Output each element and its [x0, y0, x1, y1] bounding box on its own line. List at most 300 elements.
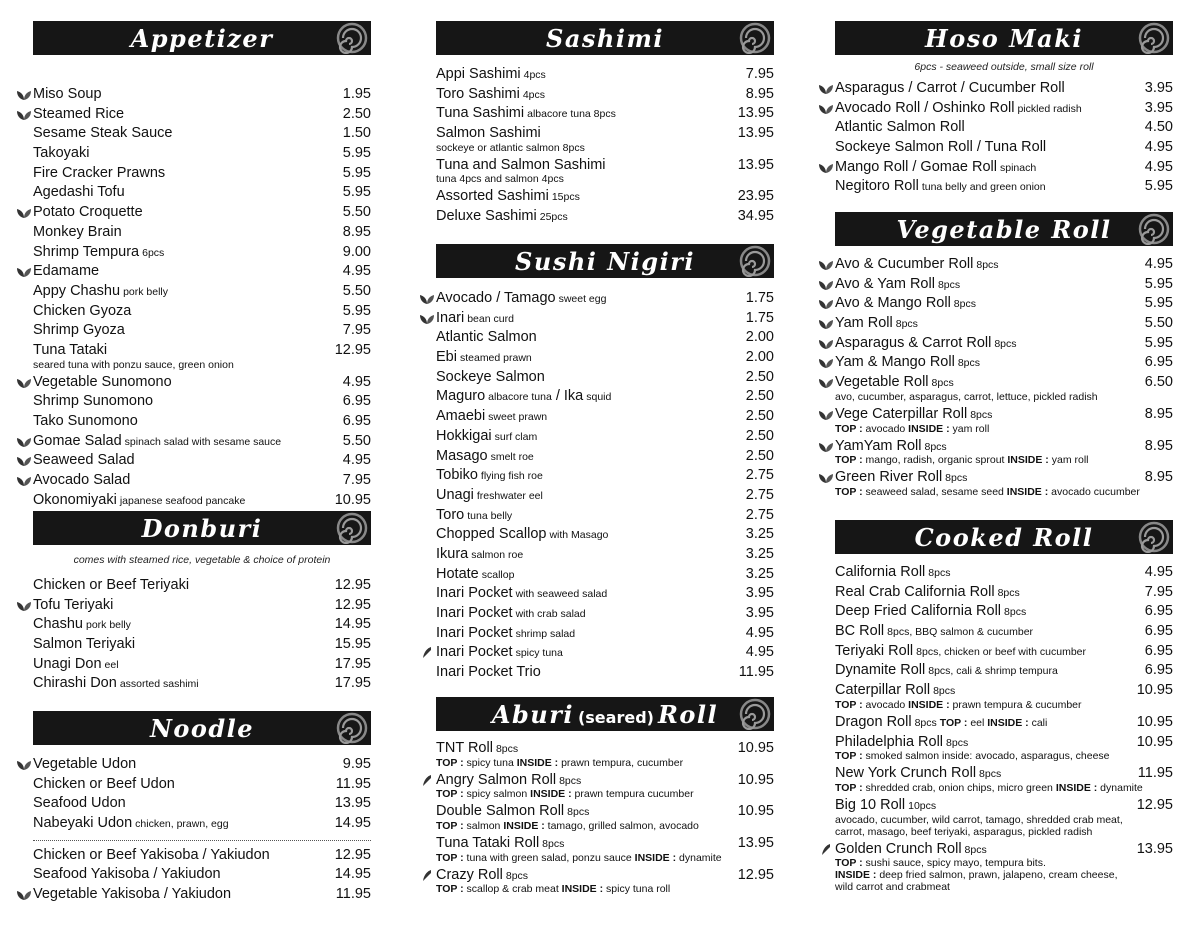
- hoso-note: 6pcs - seaweed outside, small size roll: [914, 61, 1094, 73]
- menu-item-desc: albacore tuna 8pcs: [527, 108, 616, 121]
- menu-item-name: Angry Salmon Roll 8pcs: [436, 771, 582, 788]
- donburi-list: [33, 576, 371, 694]
- vegetarian-leaf-icon: [818, 472, 834, 484]
- menu-item: [33, 814, 371, 834]
- column-1: [33, 0, 371, 903]
- menu-item-row: [835, 158, 1173, 178]
- menu-item-price: 6.95: [1144, 642, 1173, 659]
- menu-item: [436, 866, 774, 896]
- menu-item: [33, 775, 371, 795]
- menu-item: [436, 156, 774, 186]
- menu-item-name: YamYam Roll 8pcs: [835, 437, 947, 454]
- vegetarian-leaf-icon: [818, 103, 834, 115]
- menu-item-desc: spicy tuna: [515, 647, 563, 660]
- menu-item-row: [436, 407, 774, 427]
- menu-item-name: Vegetable Roll 8pcs: [835, 374, 954, 391]
- menu-item: [33, 105, 371, 125]
- menu-item: [835, 314, 1173, 334]
- vegetarian-leaf-icon: [818, 259, 834, 271]
- vegetarian-leaf-icon: [16, 600, 32, 612]
- menu-item-name: Vegetable Sunomono: [33, 373, 172, 390]
- menu-item-price: 3.25: [745, 545, 774, 562]
- section-title: Sushi Nigiri: [515, 246, 695, 276]
- menu-item-desc: pork belly: [85, 619, 131, 632]
- spicy-chili-icon: [421, 646, 433, 660]
- item-subtext: avo, cucumber, asparagus, carrot, lettuce, pickled radish: [835, 390, 1098, 403]
- menu-item-row: [835, 563, 1173, 583]
- menu-item-desc: 8pcs: [957, 357, 980, 370]
- menu-item-row: [33, 655, 371, 675]
- menu-item: [835, 583, 1173, 603]
- menu-item-name: Double Salmon Roll 8pcs: [436, 803, 590, 820]
- label-keyword: INSIDE :: [500, 820, 548, 833]
- menu-item-row: [835, 118, 1173, 138]
- vegetarian-leaf-icon: [818, 162, 834, 174]
- menu-item-price: 8.95: [342, 223, 371, 240]
- menu-item-name: Seafood Yakisoba / Yakiudon: [33, 866, 221, 883]
- menu-item-desc: salmon roe: [471, 548, 524, 561]
- menu-item-name: Tobiko flying fish roe: [436, 467, 543, 484]
- menu-item-row: [436, 466, 774, 486]
- menu-item-name: Yam Roll 8pcs: [835, 315, 918, 332]
- vegroll-list: [835, 255, 1173, 498]
- menu-item-row: [33, 814, 371, 834]
- menu-item-desc: tuna belly: [467, 509, 513, 522]
- item-subtext: TOP : spicy salmon INSIDE : prawn tempura cucumber: [436, 788, 694, 801]
- cooked-list: [835, 563, 1173, 893]
- menu-item-row: [33, 491, 371, 511]
- noodle-list-2: [33, 846, 371, 905]
- menu-item-row: [436, 506, 774, 526]
- menu-item-desc: shrimp salad: [515, 627, 576, 640]
- menu-item: [436, 624, 774, 644]
- menu-item: [835, 79, 1173, 99]
- menu-item-price: 3.95: [745, 605, 774, 621]
- menu-item: [33, 794, 371, 814]
- menu-item-name: Avocado / Tamago sweet egg: [436, 290, 607, 306]
- noodle-divider: [33, 840, 371, 841]
- menu-item-name: New York Crunch Roll 8pcs: [835, 765, 1002, 782]
- menu-item-row: [33, 596, 371, 616]
- menu-item-name: Salmon Sashimi: [436, 125, 541, 142]
- vegetarian-leaf-icon: [16, 266, 32, 278]
- menu-item-price: 8.95: [1144, 405, 1173, 422]
- menu-item-price: 4.95: [342, 373, 371, 390]
- label-keyword: TOP :: [436, 788, 467, 801]
- vegetarian-leaf-icon: [419, 313, 435, 325]
- menu-item-desc: 8pcs: [937, 278, 961, 291]
- menu-item-price: 3.95: [745, 585, 774, 602]
- menu-item: [33, 392, 371, 412]
- menu-item: [33, 655, 371, 675]
- menu-item-desc: sweet egg: [558, 293, 607, 305]
- menu-item: [33, 491, 371, 511]
- menu-item-price: 6.50: [1144, 374, 1173, 391]
- menu-item-row: [436, 65, 774, 85]
- label-keyword: INSIDE :: [631, 851, 680, 864]
- menu-item: [33, 596, 371, 616]
- vegetarian-leaf-icon: [16, 377, 32, 389]
- menu-item-price: 10.95: [737, 803, 774, 820]
- menu-item-desc: 8pcs: [931, 377, 954, 390]
- menu-item-desc: 8pcs: [928, 567, 951, 579]
- appetizer-list: [33, 85, 371, 510]
- menu-item-row: [835, 99, 1173, 119]
- menu-item-row: [436, 525, 774, 545]
- menu-item-price: 6.95: [1144, 662, 1173, 679]
- menu-item-row: [33, 392, 371, 412]
- menu-item: [835, 681, 1173, 711]
- menu-item-row: [835, 138, 1173, 158]
- menu-item-desc: 6pcs: [142, 246, 165, 259]
- menu-item-row: [33, 615, 371, 635]
- menu-item: [835, 177, 1173, 197]
- menu-item: [33, 183, 371, 203]
- menu-item-price: 4.95: [1144, 564, 1173, 580]
- aburi-title-mid: (seared): [577, 707, 654, 727]
- menu-item-row: [33, 124, 371, 144]
- menu-item-name: Chashu pork belly: [33, 616, 131, 633]
- menu-item-row: [33, 635, 371, 655]
- menu-item-price: 13.95: [737, 156, 774, 173]
- menu-item-name: Agedashi Tofu: [33, 184, 125, 201]
- label-keyword: TOP :: [835, 857, 866, 870]
- menu-item: [33, 262, 371, 282]
- section-title: Hoso Maki: [925, 23, 1083, 53]
- menu-item-name: Asparagus & Carrot Roll 8pcs: [835, 334, 1017, 351]
- menu-item-price: 2.50: [745, 368, 774, 385]
- menu-item-price: 2.75: [745, 486, 774, 503]
- menu-item: [835, 275, 1173, 295]
- menu-item: [33, 865, 371, 885]
- menu-item-name: Avo & Cucumber Roll 8pcs: [835, 256, 999, 272]
- menu-item: [33, 341, 371, 371]
- menu-item-inline-detail: TOP : eel INSIDE : cali: [939, 716, 1048, 729]
- nigiri-header: [436, 244, 774, 278]
- menu-item-price: 2.50: [745, 388, 774, 405]
- menu-item-name: Ebi steamed prawn: [436, 349, 532, 366]
- menu-item-row: [436, 328, 774, 348]
- vegetarian-leaf-icon: [818, 409, 834, 421]
- menu-item: [33, 635, 371, 655]
- menu-item-name: Assorted Sashimi 15pcs: [436, 188, 580, 205]
- menu-item-name: Deep Fried California Roll 8pcs: [835, 603, 1027, 620]
- section-title: Appetizer: [130, 23, 274, 53]
- menu-item: [436, 604, 774, 624]
- section-title: Donburi: [141, 513, 263, 543]
- menu-item-desc: eel: [104, 658, 119, 671]
- menu-item-desc: japanese seafood pancake: [119, 494, 246, 507]
- label-keyword: INSIDE :: [1004, 454, 1052, 467]
- menu-item: [436, 834, 774, 864]
- menu-item-name: Teriyaki Roll 8pcs, chicken or beef with cucumber: [835, 642, 1087, 659]
- menu-item-name: Toro Sashimi 4pcs: [436, 85, 545, 102]
- menu-item-price: 5.95: [342, 164, 371, 181]
- menu-item-price: 6.95: [1144, 623, 1173, 640]
- menu-item-row: [436, 624, 774, 644]
- menu-item: [33, 85, 371, 105]
- menu-item-desc: 8pcs: [505, 869, 529, 882]
- menu-item-price: 2.00: [745, 329, 774, 346]
- menu-item-price: 1.50: [342, 125, 371, 142]
- menu-item-price: 6.95: [1144, 603, 1173, 620]
- menu-item-price: 10.95: [1136, 682, 1173, 699]
- menu-item-price: 8.95: [745, 85, 774, 102]
- menu-item-name: Inari bean curd: [436, 309, 514, 326]
- menu-item: [436, 486, 774, 506]
- cooked-header: [835, 520, 1173, 554]
- menu-item-price: 8.95: [1144, 437, 1173, 454]
- menu-item-desc: 8pcs: [924, 440, 947, 453]
- menu-item-name: Inari Pocket with crab salad: [436, 605, 586, 621]
- menu-item: [835, 602, 1173, 622]
- menu-item-name: Amaebi sweet prawn: [436, 408, 548, 425]
- label-keyword: INSIDE :: [558, 883, 607, 896]
- menu-item: [436, 124, 774, 154]
- label-keyword: TOP :: [436, 756, 467, 769]
- item-subtext: TOP : seaweed salad, sesame seed INSIDE : avocado cucumber: [835, 485, 1140, 498]
- menu-item: [835, 437, 1173, 467]
- swirl-logo-icon: [738, 22, 772, 54]
- menu-item-name: Shrimp Tempura 6pcs: [33, 243, 165, 260]
- menu-item-price: 15.95: [334, 636, 371, 653]
- menu-item: [835, 138, 1173, 158]
- menu-item-row: [33, 223, 371, 243]
- sashimi-header: [436, 21, 774, 55]
- menu-item-name: Chicken or Beef Udon: [33, 775, 175, 792]
- menu-item-desc: 8pcs: [559, 774, 582, 787]
- menu-item: [835, 661, 1173, 681]
- menu-item: [835, 796, 1173, 838]
- item-subtext: TOP : shredded crab, onion chips, micro green INSIDE : dynamite: [835, 781, 1143, 794]
- menu-item: [33, 223, 371, 243]
- item-subtext: TOP : salmon INSIDE : tamago, grilled salmon, avocado: [436, 820, 699, 833]
- menu-item-row: [436, 348, 774, 368]
- menu-item-row: [436, 289, 774, 309]
- menu-item-desc: with Masago: [549, 529, 609, 542]
- menu-item-row: [436, 309, 774, 329]
- menu-item-name: Chicken or Beef Yakisoba / Yakiudon: [33, 846, 270, 863]
- section-title: Cooked Roll: [914, 522, 1094, 552]
- vegetarian-leaf-icon: [419, 293, 435, 305]
- label-keyword: TOP :: [436, 820, 467, 833]
- menu-item-desc: 8pcs: [495, 743, 519, 755]
- menu-item: [436, 207, 774, 227]
- menu-item-name: Appi Sashimi 4pcs: [436, 66, 546, 82]
- menu-item-price: 14.95: [334, 616, 371, 633]
- menu-item-name: Toro tuna belly: [436, 506, 513, 523]
- swirl-logo-icon: [335, 512, 369, 544]
- menu-item-name: TNT Roll 8pcs: [436, 740, 519, 756]
- menu-item-name: Inari Pocket with seaweed salad: [436, 585, 608, 602]
- menu-item-name: Fire Cracker Prawns: [33, 164, 166, 181]
- menu-item-row: [436, 565, 774, 585]
- aburi-list: [436, 739, 774, 895]
- menu-item: [33, 302, 371, 322]
- menu-item-row: [436, 545, 774, 565]
- menu-item-desc: 8pcs: [953, 298, 976, 311]
- menu-item-desc: 8pcs: [970, 408, 993, 421]
- menu-item-name: Seaweed Salad: [33, 452, 135, 469]
- item-subtext: TOP : smoked salmon inside: avocado, asparagus, cheese: [835, 750, 1110, 763]
- menu-item-row: [33, 451, 371, 471]
- menu-item-name: Hotate scallop: [436, 565, 515, 582]
- menu-item: [33, 144, 371, 164]
- menu-item-desc: 8pcs: [567, 806, 590, 819]
- menu-item-price: 5.95: [1144, 334, 1173, 351]
- menu-item-row: [835, 294, 1173, 314]
- menu-item-price: 3.25: [745, 565, 774, 582]
- menu-item: [33, 471, 371, 491]
- menu-item-row: [33, 755, 371, 775]
- menu-item-name: Inari Pocket spicy tuna: [436, 644, 563, 661]
- menu-item-name: Inari Pocket shrimp salad: [436, 624, 576, 641]
- menu-item-desc: pork belly: [123, 285, 169, 298]
- menu-item-row: [436, 85, 774, 105]
- menu-item-name: Avocado Roll / Oshinko Roll pickled radish: [835, 99, 1082, 116]
- menu-item: [436, 739, 774, 769]
- menu-item-desc: 8pcs: [997, 586, 1020, 599]
- menu-item-name: Chicken or Beef Teriyaki: [33, 577, 190, 593]
- menu-item: [835, 158, 1173, 178]
- menu-item-price: 2.50: [745, 447, 774, 464]
- menu-item: [436, 663, 774, 683]
- menu-item-name: Tuna Tataki: [33, 341, 108, 358]
- menu-item-desc: 8pcs: [979, 768, 1002, 781]
- menu-item-price: 13.95: [334, 795, 371, 812]
- menu-item: [436, 545, 774, 565]
- menu-item-desc: scallop: [481, 568, 515, 581]
- vegetarian-leaf-icon: [16, 109, 32, 121]
- menu-item-name: Chopped Scallop with Masago: [436, 526, 609, 543]
- menu-item-desc: 8pcs, chicken or beef with cucumber: [916, 645, 1087, 658]
- swirl-logo-icon: [335, 712, 369, 744]
- menu-item-desc: 8pcs: [914, 716, 937, 729]
- aburi-title-end: Roll: [657, 699, 719, 729]
- item-subtext: TOP : spicy tuna INSIDE : prawn tempura, cucumber: [436, 756, 684, 769]
- menu-item-desc: surf clam: [494, 430, 538, 443]
- menu-item-name: Vegetable Yakisoba / Yakiudon: [33, 886, 232, 903]
- vegetarian-leaf-icon: [16, 455, 32, 467]
- menu-item-name: Sockeye Salmon Roll / Tuna Roll: [835, 139, 1047, 156]
- menu-item: [436, 289, 774, 309]
- menu-item: [436, 328, 774, 348]
- menu-item-price: 2.75: [745, 506, 774, 523]
- menu-item-price: 5.50: [342, 432, 371, 449]
- menu-item-price: 7.95: [342, 472, 371, 489]
- menu-item: [436, 802, 774, 832]
- menu-item-price: 5.50: [342, 282, 371, 299]
- menu-item-row: [436, 584, 774, 604]
- label-keyword: TOP :: [835, 750, 866, 763]
- section-title: Noodle: [149, 713, 255, 743]
- menu-item: [436, 506, 774, 526]
- menu-item-row: [835, 79, 1173, 99]
- menu-item-price: 8.95: [1144, 469, 1173, 486]
- menu-item-price: 6.95: [1144, 354, 1173, 371]
- menu-item-desc: flying fish roe: [480, 470, 543, 483]
- menu-item-price: 10.95: [737, 771, 774, 788]
- label-keyword: INSIDE :: [527, 788, 575, 801]
- menu-item: [436, 187, 774, 207]
- label-keyword: TOP :: [939, 716, 971, 729]
- menu-item-name: Chicken Gyoza: [33, 302, 132, 319]
- menu-item-name: Crazy Roll 8pcs: [436, 866, 529, 883]
- menu-item-name: Real Crab California Roll 8pcs: [835, 583, 1020, 600]
- menu-item-name: Mango Roll / Gomae Roll spinach: [835, 158, 1037, 175]
- menu-item-price: 23.95: [737, 188, 774, 205]
- menu-item-row: [33, 302, 371, 322]
- menu-item-price: 9.95: [342, 756, 371, 772]
- menu-item-row: [33, 846, 371, 866]
- menu-item-row: [436, 447, 774, 467]
- menu-item: [835, 713, 1173, 733]
- menu-item-desc: 8pcs: [994, 337, 1017, 350]
- menu-item-name: Negitoro Roll tuna belly and green onion: [835, 178, 1046, 195]
- menu-item-price: 12.95: [334, 577, 371, 593]
- label-keyword: TOP :: [835, 422, 866, 435]
- menu-item-price: 4.95: [1144, 158, 1173, 175]
- menu-item-price: 9.00: [342, 243, 371, 260]
- menu-item-row: [835, 642, 1173, 662]
- menu-item-price: 4.50: [1144, 119, 1173, 136]
- column-3: [835, 0, 1173, 894]
- menu-item: [436, 407, 774, 427]
- section-title: [492, 700, 718, 729]
- menu-item-desc: 4pcs: [522, 88, 545, 101]
- menu-item: [436, 466, 774, 486]
- menu-item-desc: bean curd: [467, 312, 514, 325]
- menu-item-price: 12.95: [1136, 796, 1173, 813]
- swirl-logo-icon: [738, 245, 772, 277]
- menu-item-desc: spinach: [1000, 161, 1037, 174]
- menu-item: [835, 840, 1173, 894]
- menu-item-price: 5.95: [1144, 295, 1173, 312]
- vegetarian-leaf-icon: [818, 279, 834, 291]
- swirl-logo-icon: [1137, 213, 1171, 245]
- menu-item-name: Ikura salmon roe: [436, 545, 524, 562]
- menu-item-row: [436, 207, 774, 227]
- menu-item-row: [436, 387, 774, 407]
- menu-item-price: 10.95: [334, 491, 371, 508]
- menu-item-price: 2.75: [745, 467, 774, 484]
- menu-item-name: Potato Croquette: [33, 204, 143, 221]
- menu-item-price: 14.95: [334, 866, 371, 883]
- swirl-logo-icon: [738, 698, 772, 730]
- menu-item-name: Edamame: [33, 263, 100, 280]
- menu-item-desc: assorted sashimi: [119, 678, 199, 691]
- vegetarian-leaf-icon: [16, 475, 32, 487]
- menu-item-name: Takoyaki: [33, 145, 90, 162]
- menu-item-row: [33, 865, 371, 885]
- menu-item-row: [835, 334, 1173, 354]
- menu-item-name: Vegetable Udon: [33, 756, 137, 772]
- menu-item-desc: chicken, prawn, egg: [135, 818, 229, 831]
- vegroll-header: [835, 212, 1173, 246]
- label-keyword: INSIDE :: [984, 716, 1032, 729]
- menu-item-name: Tofu Teriyaki: [33, 596, 114, 613]
- menu-item-name: Seafood Udon: [33, 795, 126, 812]
- menu-item-price: 13.95: [737, 125, 774, 142]
- menu-item-price: 12.95: [737, 866, 774, 883]
- menu-item-row: [33, 85, 371, 105]
- menu-item-price: 4.95: [342, 452, 371, 469]
- menu-item-name: Appy Chashu pork belly: [33, 282, 169, 299]
- menu-item-desc: 25pcs: [539, 211, 568, 224]
- menu-item: [33, 412, 371, 432]
- vegetarian-leaf-icon: [818, 338, 834, 350]
- menu-item-name: Dynamite Roll 8pcs, cali & shrimp tempura: [835, 662, 1058, 679]
